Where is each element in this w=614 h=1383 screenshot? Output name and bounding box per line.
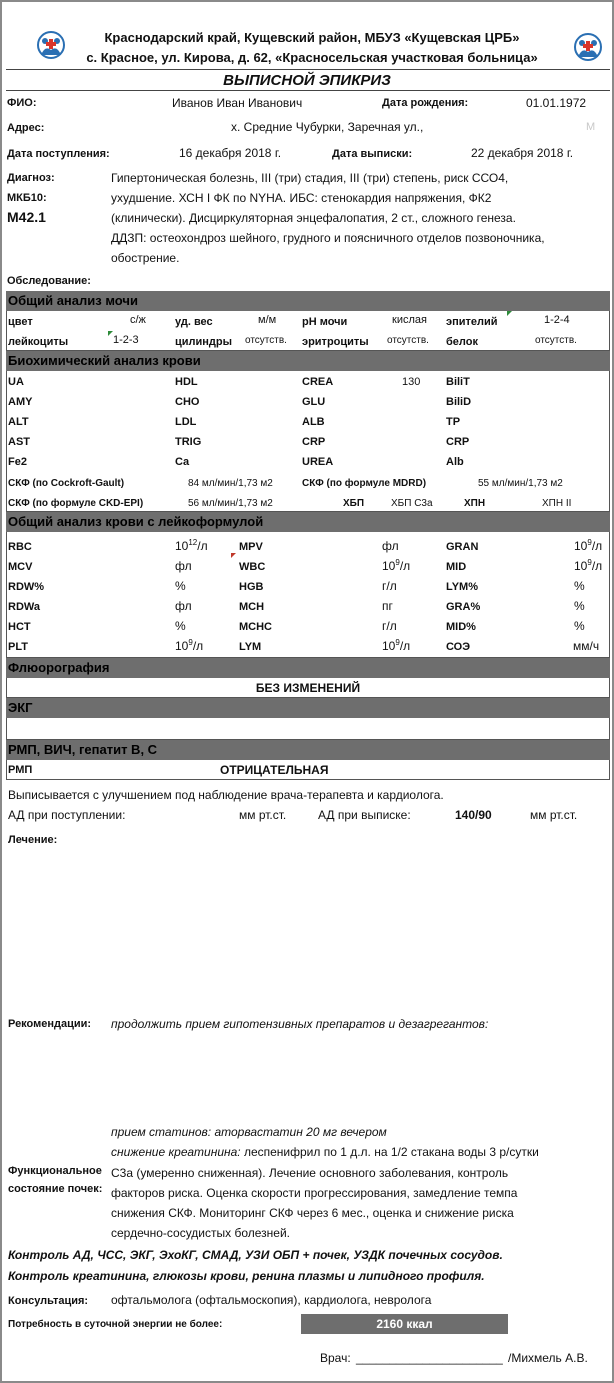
creatinine-line [111,1145,539,1159]
blood-param-label: GRAN [446,541,479,553]
urine-value: м/м [258,314,277,326]
blood-value-base: мм/ч [573,639,600,653]
diagnosis-line: обострение. [111,251,180,265]
blood-param-label: HCT [8,621,31,633]
dob-value: 01.01.1972 [526,96,587,110]
urine-value: 1-2-3 [113,334,139,346]
func-line: сердечно-сосудистых болезней. [111,1226,291,1240]
doctor-signature-line: ______________________ [356,1351,503,1365]
hospital-logo-right-icon [573,32,603,62]
blood-param-label: MID [446,561,467,573]
ekg-box [6,718,610,740]
blood-param-value [573,639,599,653]
blood-param-value [382,619,397,633]
blood-table [6,532,610,658]
rmp-label: РМП [8,764,33,776]
hbp-value: ХБП С3а [391,498,433,509]
urine-value: отсутств. [387,335,429,346]
blood-value-base: % [574,619,585,633]
blood-param-value [175,599,192,613]
dob-label: Дата рождения: [382,97,469,109]
discharge-date-label: Дата выписки: [332,148,413,160]
blood-section-header: Общий анализ крови с лейкоформулой [6,512,610,532]
blood-value-base: фл [175,599,192,613]
blood-value-base: фл [175,559,192,573]
blood-param-label: LYM% [446,581,478,593]
biochem-param-label: UA [8,376,24,388]
hpn-label: ХПН [464,498,486,509]
blood-value-base: 10 [382,639,396,653]
blood-param-value [382,579,397,593]
blood-value-base: 10 [574,539,588,553]
blood-value-unit: /л [192,639,204,653]
func-line: снижения СКФ. Мониторинг СКФ через 6 мес., оценка и снижение риска [111,1206,514,1220]
bp-discharge-value: 140/90 [455,808,492,822]
biochem-param-label: ALT [8,416,29,428]
biochem-param-label: BiliT [446,376,470,388]
blood-param-value [175,579,186,593]
blood-param-value [382,539,399,553]
biochem-param-label: HDL [175,376,198,388]
blood-param-label: HGB [239,581,264,593]
biochem-param-label: BiliD [446,396,472,408]
biochem-param-label: AST [8,436,30,448]
blood-value-exponent: 12 [188,538,198,547]
energy-value: 2160 ккал [301,1314,508,1334]
blood-value-unit: /л [591,539,603,553]
address-value: х. Средние Чубурки, Заречная ул., [231,120,424,134]
blood-param-label: MCHC [239,621,272,633]
recommendations-text: продолжить прием гипотензивных препаратов и дезагрегантов: [111,1017,489,1031]
blood-param-label: MID% [446,621,476,633]
blood-param-label: RDW% [8,581,45,593]
biochem-param-label: CHO [175,396,200,408]
cell-comment-marker [507,311,512,316]
func-line: факторов риска. Оценка скорости прогрессирования, замедление темпа [111,1186,518,1200]
statins-text: прием статинов: аторвастатин 20 мг вечером [111,1125,387,1139]
header-line1: Краснодарский край, Кущевский район, МБУЗ «Кущевская ЦРБ» [104,30,520,45]
biochem-param-label: CREA [302,376,334,388]
fluoro-section-header: Флюорография [6,658,610,678]
blood-param-value [574,619,585,633]
mkb-label: МКБ10: [7,192,47,204]
ckf-ckdepi-value: 56 мл/мин/1,73 м2 [188,498,273,509]
diagnosis-label: Диагноз: [7,172,55,184]
doctor-name: /Михмель А.В. [508,1351,588,1365]
blood-param-value [175,559,192,573]
ckf-cockroft-label: СКФ (по Cockroft-Gault) [8,478,125,489]
biochem-param-label: TRIG [175,436,202,448]
urine-label: цилиндры [175,336,233,348]
blood-value-base: % [574,599,585,613]
energy-label: Потребность в суточной энергии не более: [8,1319,223,1330]
biochem-param-label: ALB [302,416,325,428]
blood-value-unit: /л [591,559,603,573]
blood-param-value [574,579,585,593]
blood-param-label: СОЭ [446,641,471,653]
urine-label: эпителий [446,316,498,328]
blood-value-base: 10 [382,559,396,573]
urine-value: отсутств. [245,335,287,346]
blood-value-base: % [175,619,186,633]
blood-param-label: MPV [239,541,263,553]
func-label-1: Функциональное [8,1165,102,1177]
blood-param-value [175,639,203,653]
biochem-param-label: TP [446,416,461,428]
rmp-section-header: РМП, ВИЧ, гепатит В, С [6,740,610,760]
blood-value-unit: /л [399,559,411,573]
urine-label: лейкоциты [8,336,69,348]
hospital-logo-left-icon [36,30,66,60]
hpn-value: ХПН II [542,498,572,509]
exam-label: Обследование: [7,275,91,287]
fio-label: ФИО: [7,97,37,109]
blood-param-value [574,599,585,613]
biochem-param-label: GLU [302,396,326,408]
blood-value-base: % [574,579,585,593]
blood-param-label: MCH [239,601,265,613]
blood-value-base: % [175,579,186,593]
bp-discharge-unit: мм рт.ст. [530,808,578,822]
func-line: С3а (умеренно сниженная). Лечение основного заболевания, контроль [111,1166,509,1180]
bp-admit-unit: мм рт.ст. [239,808,287,822]
ckf-cockroft-value: 84 мл/мин/1,73 м2 [188,478,273,489]
title-divider [6,90,610,91]
diagnosis-line: Гипертоническая болезнь, III (три) стадия, III (три) степень, риск ССО4, [111,171,509,185]
blood-value-base: 10 [175,639,189,653]
blood-value-unit: /л [399,639,411,653]
blood-value-base: г/л [382,579,397,593]
address-label: Адрес: [7,122,45,134]
blood-param-label: LYM [239,641,262,653]
urine-value: кислая [392,314,427,326]
blood-param-label: WBC [239,561,266,573]
hbp-label: ХБП [343,498,365,509]
admit-value: 16 декабря 2018 г. [179,146,282,160]
urine-label: уд. вес [175,316,213,328]
ckf-mdrd-value: 55 мл/мин/1,73 м2 [478,478,563,489]
consult-label: Консультация: [8,1295,89,1307]
fio-value: Иванов Иван Иванович [172,96,303,110]
urine-label: белок [446,336,478,348]
blood-value-unit: /л [197,539,208,553]
admit-label: Дата поступления: [7,148,110,160]
blood-value-base: г/л [382,619,397,633]
blood-value-base: пг [382,599,393,613]
blood-value-exponent: 9 [587,558,592,567]
blood-value-base: фл [382,539,399,553]
blood-param-label: GRA% [446,601,481,613]
biochem-param-label: CRP [302,436,326,448]
cell-comment-marker [231,553,236,558]
sex-value: М [586,121,596,133]
urine-value: с/ж [130,314,146,326]
ekg-section-header: ЭКГ [6,698,610,718]
blood-value-exponent: 9 [395,638,400,647]
func-text [111,1163,517,1243]
blood-param-value [175,619,186,633]
creatinine-italic: снижение креатинина: [111,1145,241,1159]
blood-value-exponent: 9 [188,638,193,647]
blood-param-value [175,539,208,553]
diagnosis-text [111,168,545,268]
blood-param-label: PLT [8,641,28,653]
blood-param-value [574,559,602,573]
creatinine-rest: леспенифрил по 1 д.л. на 1/2 стакана воды 3 р/сутки [240,1145,539,1159]
blood-param-label: RBC [8,541,32,553]
diagnosis-line: ухудшение. ХСН I ФК по NYHA. ИБС: стенокардия напряжения, ФК2 [111,191,492,205]
mkb-code: M42.1 [7,209,46,225]
control-line-1: Контроль АД, ЧСС, ЭКГ, ЭхоКГ, СМАД, УЗИ ОБП + почек, УЗДК почечных сосудов. [8,1248,503,1262]
header-line2: с. Красное, ул. Кирова, д. 62, «Красносельская участковая больница» [86,50,538,65]
urine-value: отсутств. [535,335,577,346]
treatment-label: Лечение: [8,834,58,846]
blood-param-label: MCV [8,561,33,573]
blood-param-label: RDWa [8,601,40,613]
biochem-section-header: Биохимический анализ крови [6,351,610,371]
header-divider [6,69,610,70]
discharge-note: Выписывается с улучшением под наблюдение врача-терапевта и кардиолога. [8,788,444,802]
ckf-ckdepi-label: СКФ (по формуле CKD-EPI) [8,498,144,509]
biochem-param-label: Alb [446,456,464,468]
blood-param-value [574,539,602,553]
bp-discharge-label: АД при выписке: [318,808,411,822]
blood-value-base: 10 [175,539,189,553]
urine-section-header: Общий анализ мочи [6,291,610,311]
discharge-date-value: 22 декабря 2018 г. [471,146,574,160]
document-title: ВЫПИСНОЙ ЭПИКРИЗ [223,72,391,89]
biochem-param-label: Ca [175,456,190,468]
recommendations-label: Рекомендации: [8,1018,92,1030]
func-label-2: состояние почек: [8,1183,103,1195]
urine-label: цвет [8,316,33,328]
control-line-2: Контроль креатинина, глюкозы крови, ренина плазмы и липидного профиля. [8,1269,485,1283]
consult-text: офтальмолога (офтальмоскопия), кардиолога, невролога [111,1293,432,1307]
biochem-param-label: AMY [8,396,33,408]
blood-value-exponent: 9 [395,558,400,567]
doctor-label: Врач: [320,1351,351,1365]
biochem-param-label: UREA [302,456,334,468]
biochem-param-label: LDL [175,416,197,428]
fluoro-result: БЕЗ ИЗМЕНЕНИЙ [255,681,361,695]
ckf-mdrd-label: СКФ (по формуле MDRD) [302,478,427,489]
biochem-param-value: 130 [402,376,421,388]
blood-value-base: 10 [574,559,588,573]
biochem-param-label: Fe2 [8,456,27,468]
urine-value: 1-2-4 [544,314,570,326]
urine-label: pH мочи [302,316,348,328]
blood-value-exponent: 9 [587,538,592,547]
rmp-result: ОТРИЦАТЕЛЬНАЯ [220,763,329,777]
biochem-param-label: CRP [446,436,470,448]
blood-param-value [382,559,410,573]
diagnosis-line: (клинически). Дисциркуляторная энцефалопатия, 2 ст., сложного генеза. [111,211,516,225]
blood-param-value [382,639,410,653]
blood-param-value [382,599,393,613]
diagnosis-line: ДДЗП: остеохондроз шейного, грудного и поясничного отделов позвоночника, [111,231,545,245]
urine-label: эритроциты [302,336,369,348]
bp-admit-label: АД при поступлении: [8,808,126,822]
